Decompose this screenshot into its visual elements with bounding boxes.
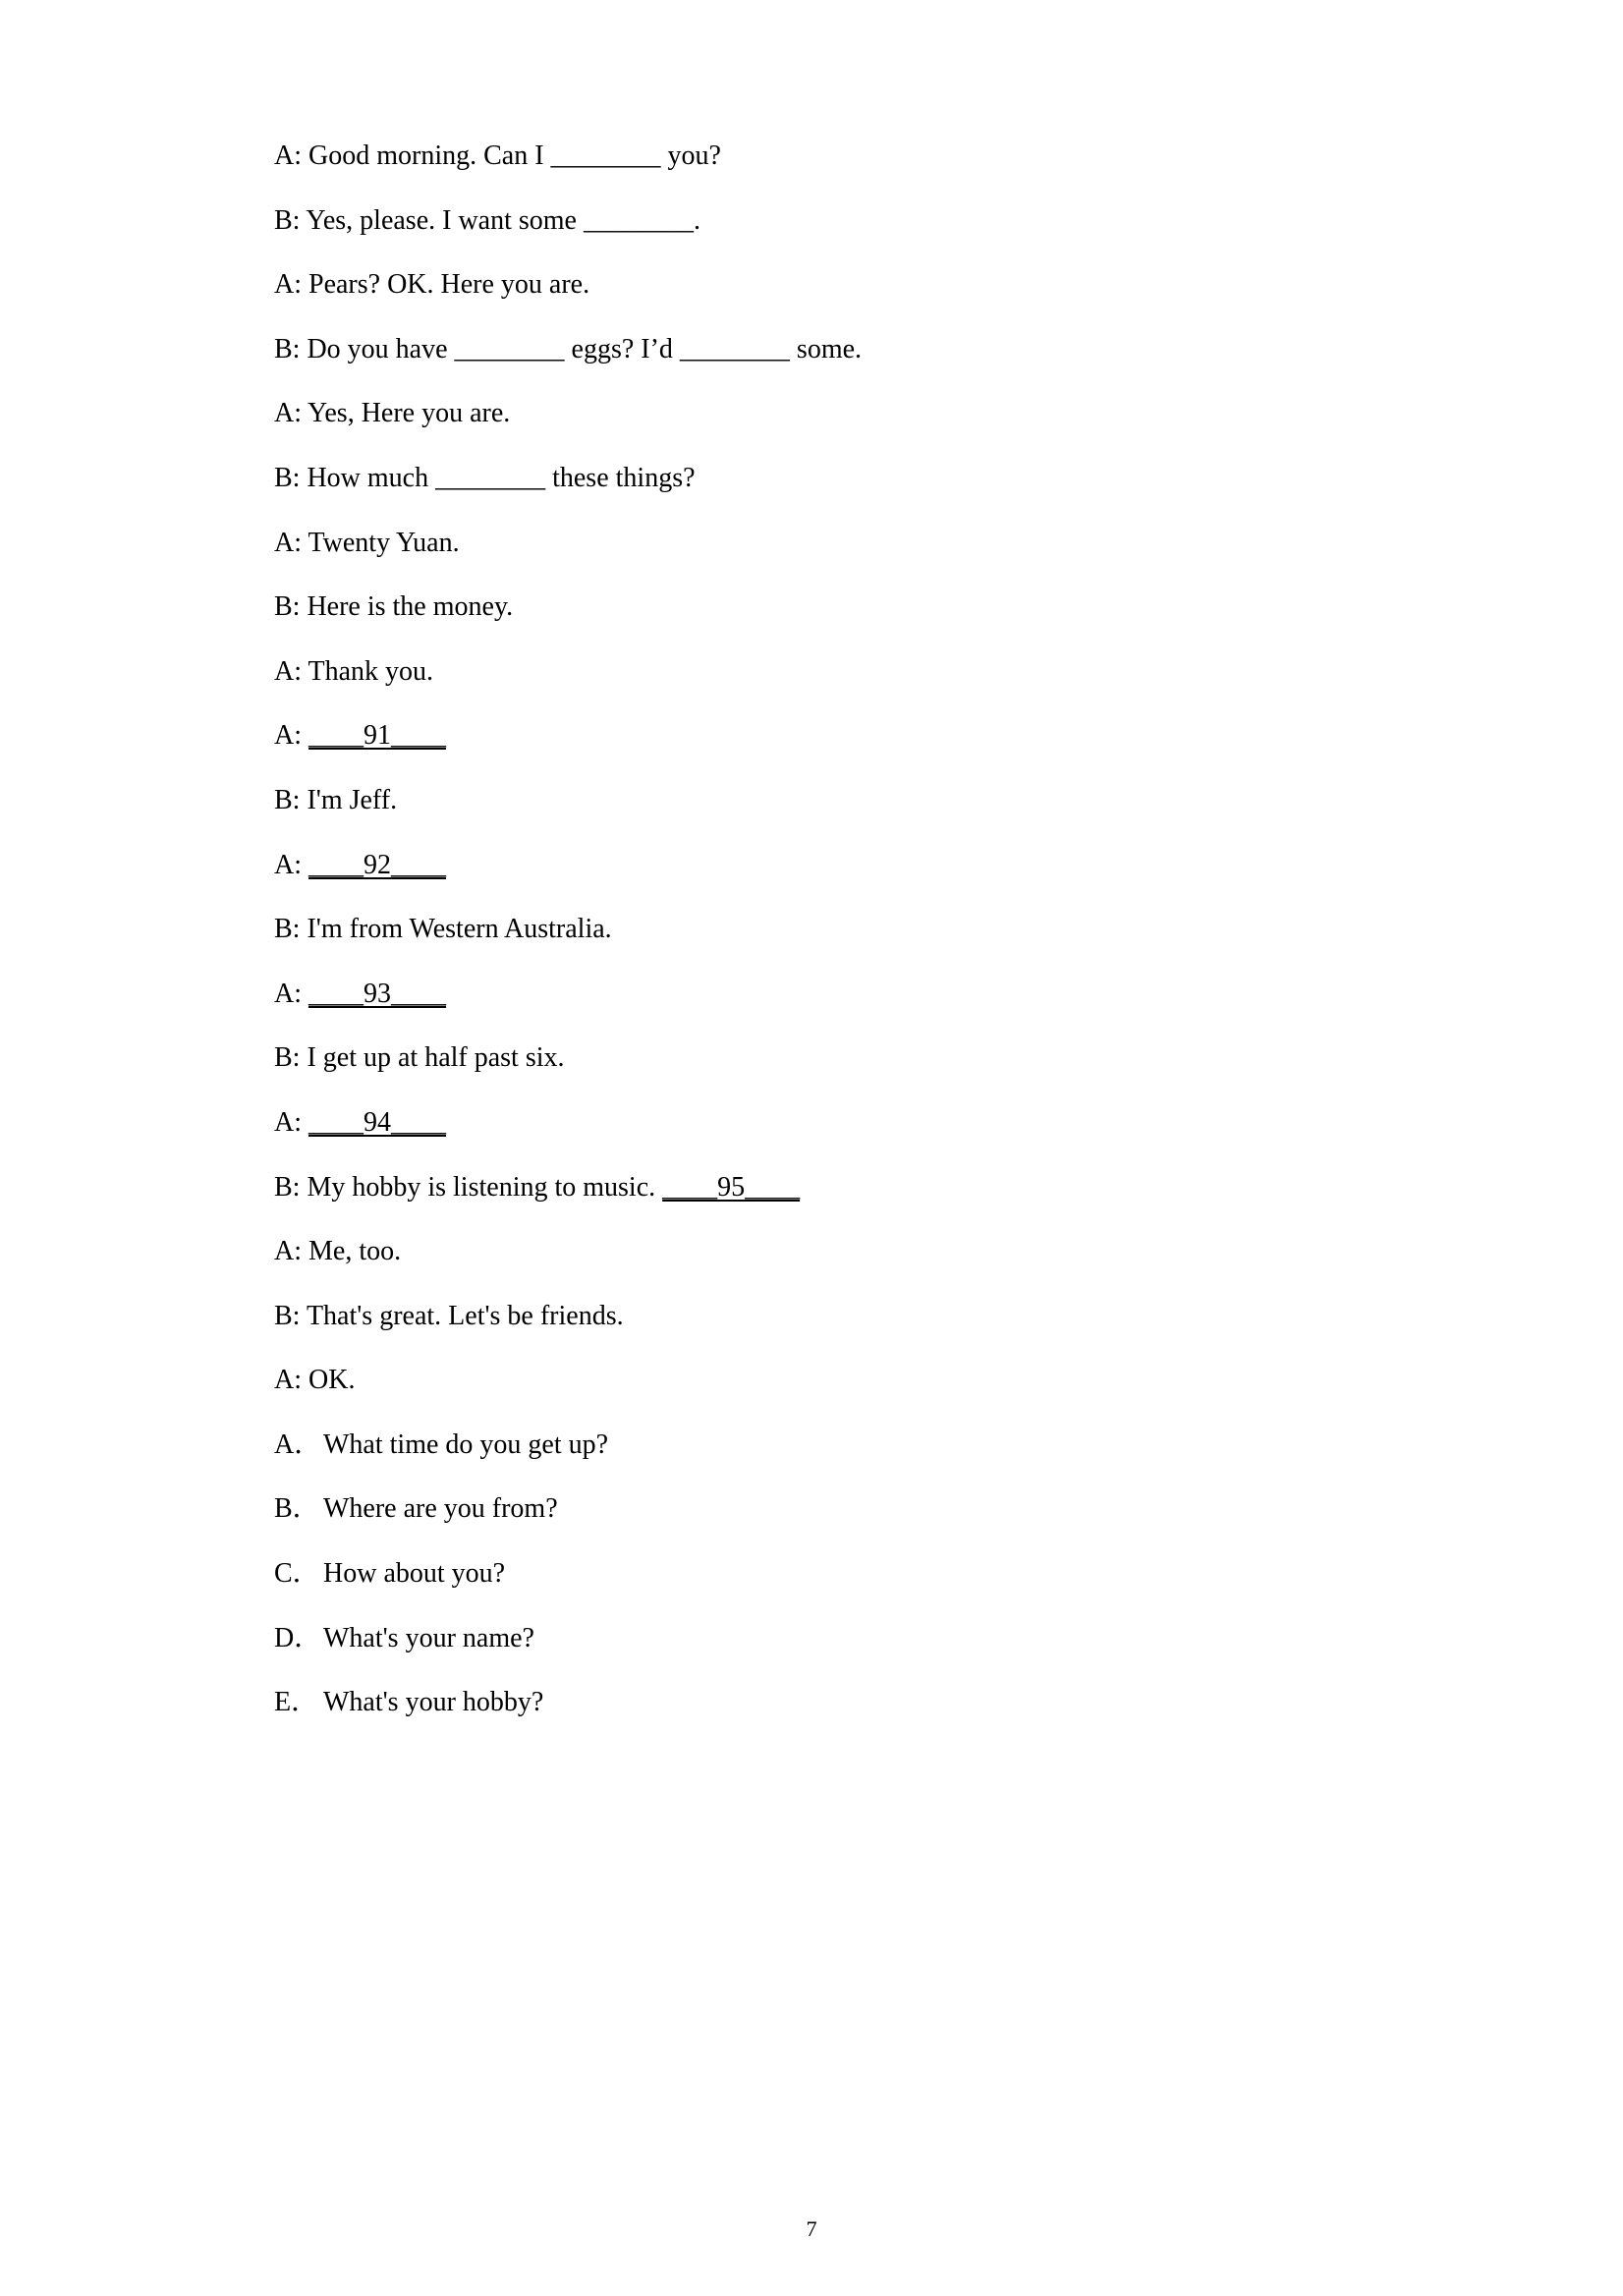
- option-letter: A．: [274, 1428, 322, 1460]
- option-item: [274, 1483, 1404, 1547]
- speaker-prefix: A:: [274, 978, 308, 1009]
- dialogue-line: B: That's great. Let's be friends.: [274, 1300, 624, 1331]
- speaker-prefix: A:: [274, 849, 308, 880]
- dialogue-line: [274, 968, 1404, 1033]
- question-content: [274, 130, 1404, 1741]
- dialogue-line: B: I'm Jeff.: [274, 784, 398, 815]
- dialogue-line: [274, 1096, 1404, 1161]
- dialogue-line: B: How much ________ these things?: [274, 462, 696, 493]
- speaker-prefix: B: My hobby is listening to music.: [274, 1171, 663, 1203]
- dialogue-line: B: Yes, please. I want some ________.: [274, 204, 700, 236]
- answer-blank-92: ____92____: [308, 849, 446, 880]
- dialogue-line: [274, 709, 1404, 774]
- option-letter: D．: [274, 1622, 322, 1653]
- option-text: What time do you get up?: [323, 1428, 609, 1460]
- dialogue-line: B: I get up at half past six.: [274, 1042, 565, 1074]
- dialogue-line: B: I'm from Western Australia.: [274, 914, 612, 945]
- dialogue-line: A: Twenty Yuan.: [274, 527, 460, 558]
- dialogue-line: A: Thank you.: [274, 655, 434, 687]
- dialogue-line: B: Do you have ________ eggs? I’d ________ some.: [274, 333, 863, 364]
- dialogue-line: A: Me, too.: [274, 1236, 402, 1267]
- option-text: What's your hobby?: [323, 1687, 544, 1718]
- dialogue-line: A: Good morning. Can I ________ you?: [274, 140, 721, 171]
- dialogue-line: A: Pears? OK. Here you are.: [274, 269, 590, 301]
- dialogue-line: [274, 839, 1404, 904]
- dialogue-line: [274, 1161, 1404, 1226]
- option-item: [274, 1676, 1404, 1741]
- dialogue-line: A: OK.: [274, 1365, 356, 1396]
- speaker-prefix: A:: [274, 720, 308, 752]
- option-text: How about you?: [323, 1558, 506, 1590]
- speaker-prefix: A:: [274, 1106, 308, 1138]
- option-item: [274, 1547, 1404, 1612]
- answer-blank-91: ____91____: [308, 720, 446, 752]
- option-text: Where are you from?: [323, 1493, 558, 1525]
- option-item: [274, 1612, 1404, 1677]
- page-number: 7: [806, 2216, 817, 2241]
- option-letter: C．: [274, 1558, 320, 1590]
- option-letter: E．: [274, 1687, 319, 1718]
- dialogue-line: A: Yes, Here you are.: [274, 398, 511, 429]
- option-letter: B．: [274, 1493, 320, 1525]
- answer-blank-95: ____95____: [662, 1171, 801, 1203]
- answer-blank-94: ____94____: [308, 1106, 446, 1138]
- option-text: What's your name?: [323, 1622, 534, 1653]
- answer-blank-93: ____93____: [308, 978, 446, 1009]
- option-item: [274, 1419, 1404, 1484]
- dialogue-line: B: Here is the money.: [274, 591, 514, 623]
